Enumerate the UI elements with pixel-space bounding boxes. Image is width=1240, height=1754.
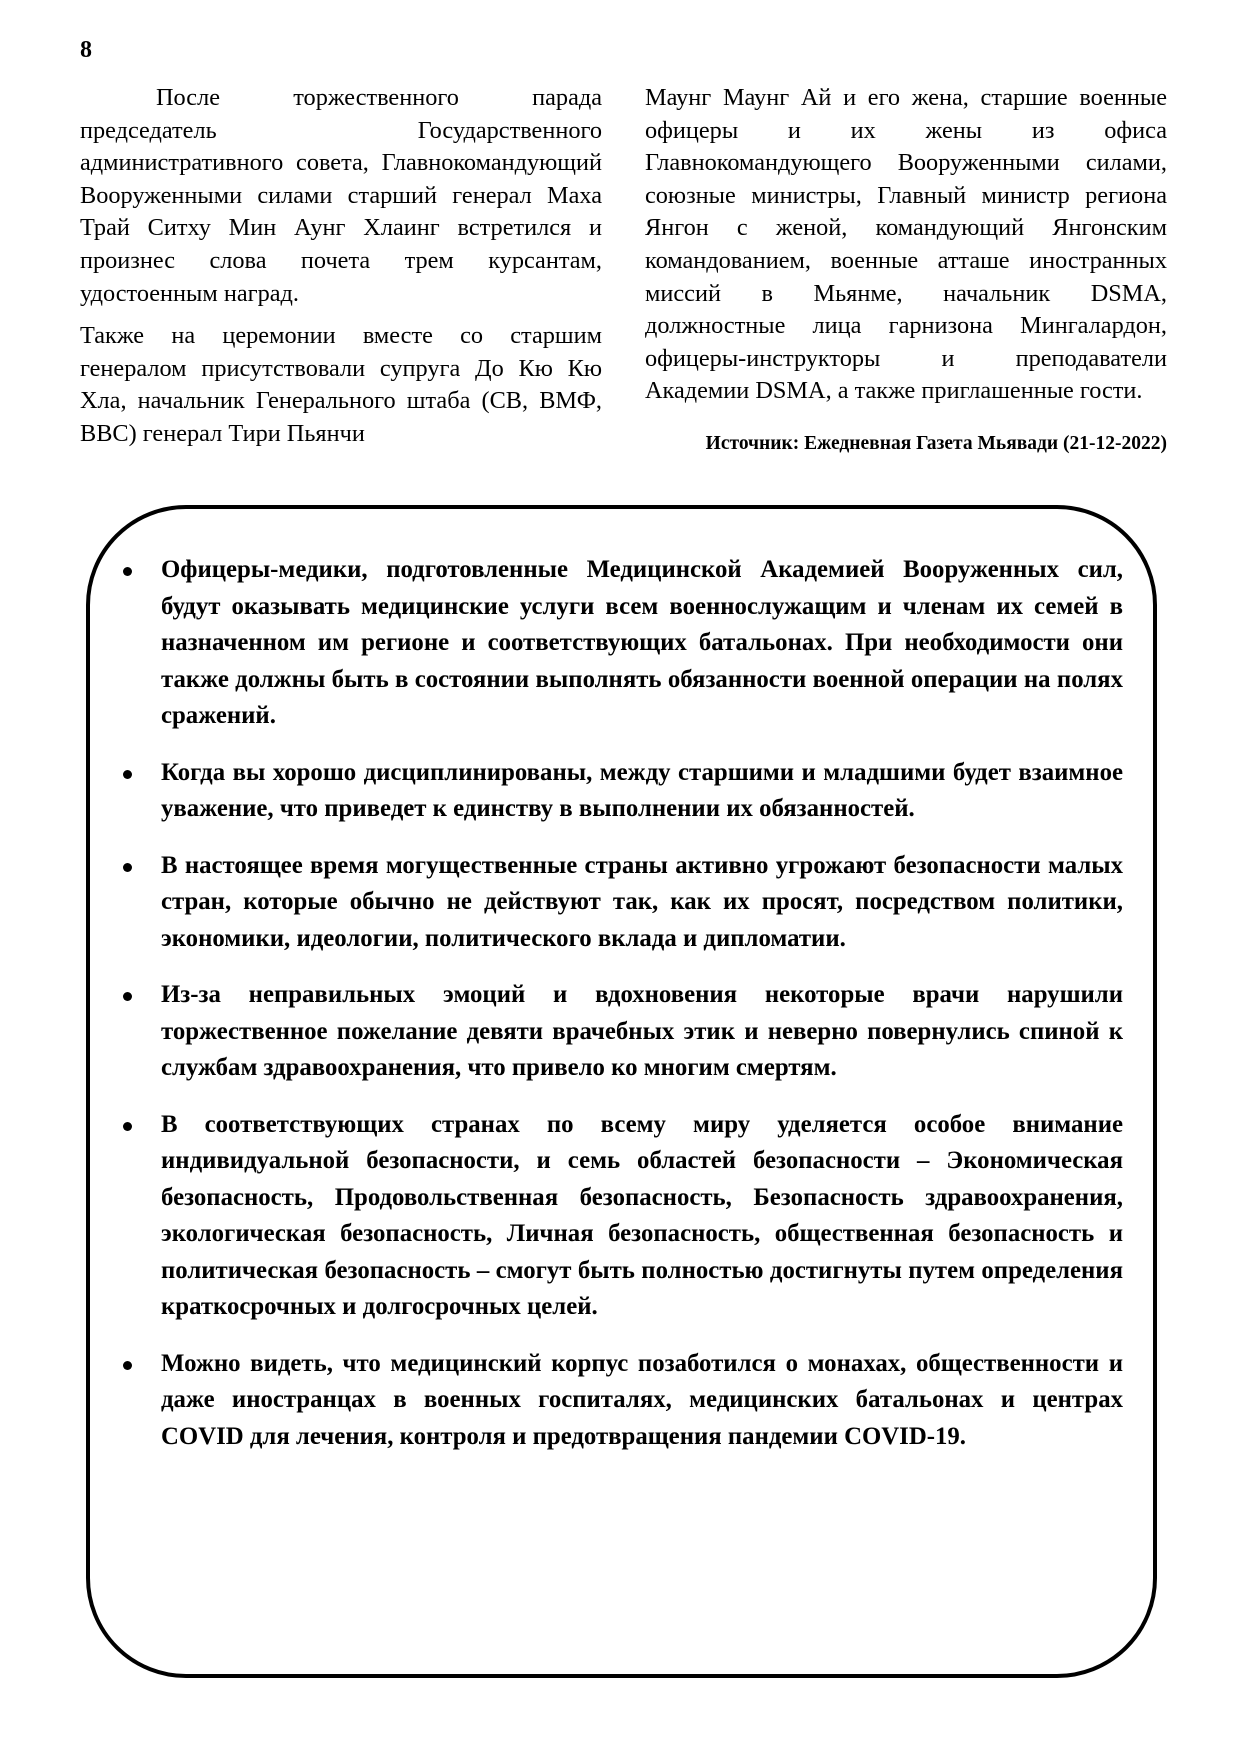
key-points-list [111, 552, 1123, 1475]
key-point-text: Из-за неправильных эмоций и вдохновения некоторые врачи нарушили торжественное пожелание девяти врачебных этик и неверно повернулись спиной к службам здравоохранения, что привело ко многим смертям. [161, 981, 1123, 1081]
key-point-text: В соответствующих странах по всему миру уделяется особое внимание индивидуальной безопасности, и семь областей безопасности – Экономическая безопасность, Продовольственная безопасность, Безопасность здравоохранения, экологическая безопасность, Личная безопасность, общественная безопасность и политическая безопасность – смогут быть полностью достигнуты путем определения краткосрочных и долгосрочных целей. [161, 1110, 1123, 1320]
key-point-text: Когда вы хорошо дисциплинированы, между старшими и младшими будет взаимное уважение, что приведет к единству в выполнении их обязанностей. [161, 758, 1123, 822]
bullet-icon [123, 567, 132, 576]
key-point-item [111, 1346, 1123, 1456]
key-point-text: Можно видеть, что медицинский корпус позаботился о монахах, общественности и даже иностранцах в военных госпиталях, медицинских батальонах и центрах COVID для лечения, контроля и предотвращения пандемии COVID-19. [161, 1349, 1123, 1450]
bullet-icon [123, 992, 132, 1001]
bullet-icon [123, 1361, 132, 1370]
article-columns [80, 82, 1167, 461]
left-column [80, 82, 602, 461]
page-number: 8 [80, 37, 92, 63]
bullet-icon [123, 863, 132, 872]
right-paragraph-1: Маунг Маунг Ай и его жена, старшие военные офицеры и их жены из офиса Главнокомандующего Вооруженными силами, союзные министры, Главный министр региона Янгон с женой, командующий Янгонским командованием, военные атташе иностранных миссий в Мьянме, начальник DSMA, должностные лица гарнизона Мингалардон, офицеры-инструкторы и преподаватели Академии DSMA, а также приглашенные гости. [645, 84, 1167, 405]
key-point-item [111, 552, 1123, 735]
key-point-item [111, 1107, 1123, 1326]
left-paragraph-2: Также на церемонии вместе со старшим генералом присутствовали супруга До Кю Кю Хла, начальник Генерального штаба (СВ, ВМФ, ВВС) генерал Тири Пьянчи [80, 322, 602, 447]
key-point-text: Офицеры-медики, подготовленные Медицинской Академией Вооруженных сил, будут оказывать медицинские услуги всем военнослужащим и членам их семей в назначенном им регионе и соответствующих батальонах. При необходимости они также должны быть в состоянии выполнять обязанности военной операции на полях сражений. [161, 556, 1123, 729]
key-point-text: В настоящее время могущественные страны активно угрожают безопасности малых стран, которые обычно не действуют так, как их просят, посредством политики, экономики, идеологии, политического вклада и дипломатии. [161, 851, 1123, 952]
bullet-icon [123, 1122, 132, 1131]
key-point-item [111, 977, 1123, 1087]
right-column [645, 82, 1167, 461]
bullet-icon [123, 770, 132, 779]
left-paragraph-1: После торжественного парада председатель Государственного административного совета, Главнокомандующий Вооруженными силами старший генерал Маха Трай Ситху Мин Аунг Хлаинг встретился и произнес слова почета трем курсантам, удостоенным наград. [80, 84, 602, 307]
key-point-item [111, 848, 1123, 958]
source-citation: Источник: Ежедневная Газета Мьявади (21-12-2022) [705, 432, 1167, 454]
key-point-item [111, 755, 1123, 828]
